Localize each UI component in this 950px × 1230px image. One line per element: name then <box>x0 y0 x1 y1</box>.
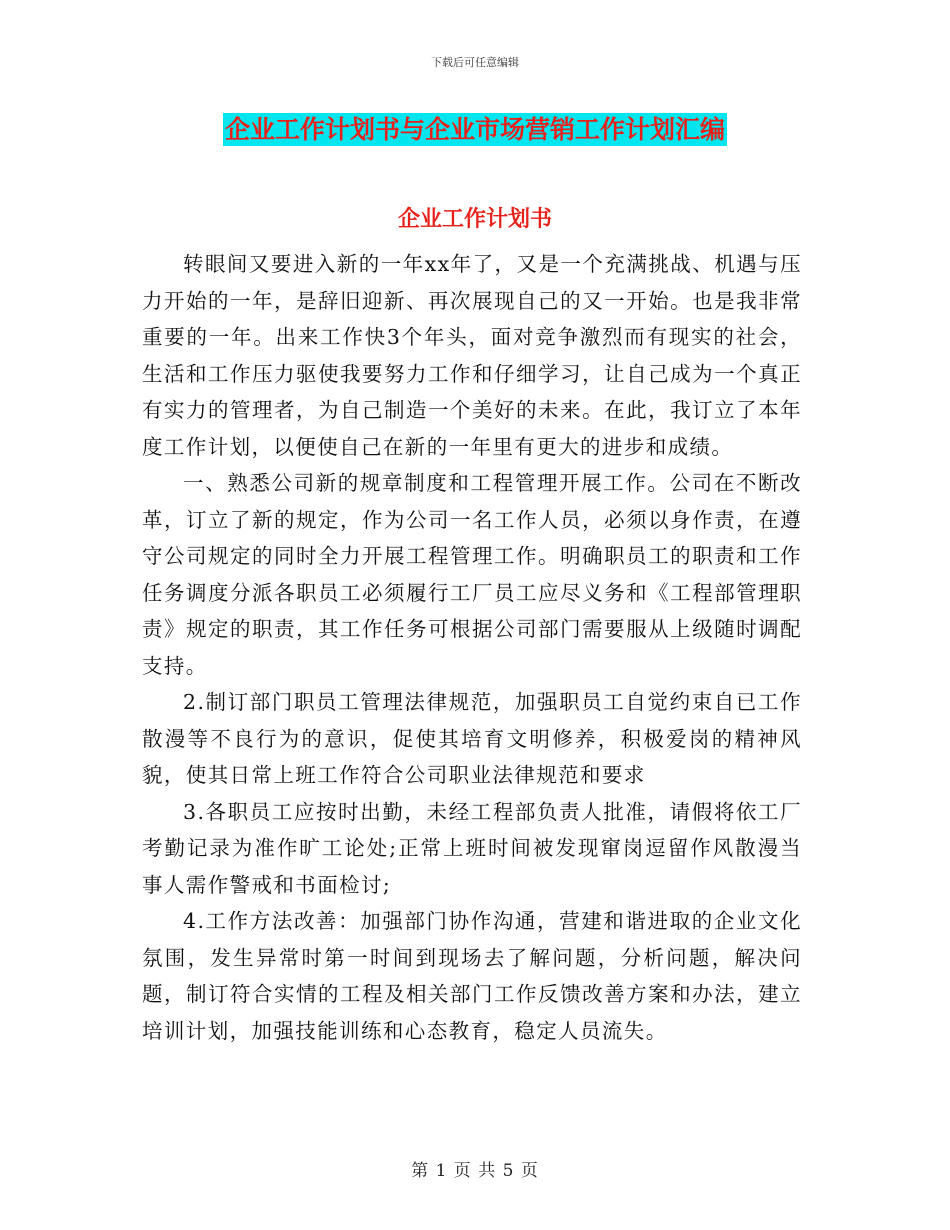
paragraph-item-4: 4.工作方法改善：加强部门协作沟通，营建和谐进取的企业文化氛围，发生异常时第一时间到现场去了解问题，分析问题，解决问题，制订符合实情的工程及相关部门工作反馈改善方案和办法，建立培训计划，加强技能训练和心态教育，稳定人员流失。 <box>142 909 802 1043</box>
paragraph-intro: 转眼间又要进入新的一年xx年了，又是一个充满挑战、机遇与压力开始的一年，是辞旧迎新、再次展现自己的又一开始。也是我非常重要的一年。出来工作快3个年头，面对竞争激烈而有现实的社会，生活和工作压力驱使我要努力工作和仔细学习，让自己成为一个真正有实力的管理者，为自己制造一个美好的未来。在此，我订立了本年度工作计划，以便使自己在新的一年里有更大的进步和成绩。 <box>142 252 802 459</box>
document-body <box>142 246 802 1049</box>
paragraph-item-3: 3.各职员工应按时出勤，未经工程部负责人批准，请假将依工厂考勤记录为准作旷工论处;正常上班时间被发现窜岗逗留作风散漫当事人需作警戒和书面检讨; <box>142 799 802 897</box>
paragraph-item-2: 2.制订部门职员工管理法律规范，加强职员工自觉约束自已工作散漫等不良行为的意识，促使其培育文明修养，积极爱岗的精神风貌，使其日常上班工作符合公司职业法律规范和要求 <box>142 690 802 787</box>
header-note: 下载后可任意编辑 <box>431 56 519 69</box>
page-number-footer: 第 1 页 共 5 页 <box>411 1161 539 1181</box>
paragraph-item-1: 一、熟悉公司新的规章制度和工程管理开展工作。公司在不断改革，订立了新的规定，作为公司一名工作人员，必须以身作责，在遵守公司规定的同时全力开展工程管理工作。明确职员工的职责和工作任务调度分派各职员工必须履行工厂员工应尽义务和《工程部管理职责》规定的职责，其工作任务可根据公司部门需要服从上级随时调配支持。 <box>142 471 802 678</box>
main-title-text: 企业工作计划书与企业市场营销工作计划汇编 <box>224 115 725 144</box>
main-title <box>0 110 950 146</box>
section-title: 企业工作计划书 <box>397 206 552 232</box>
